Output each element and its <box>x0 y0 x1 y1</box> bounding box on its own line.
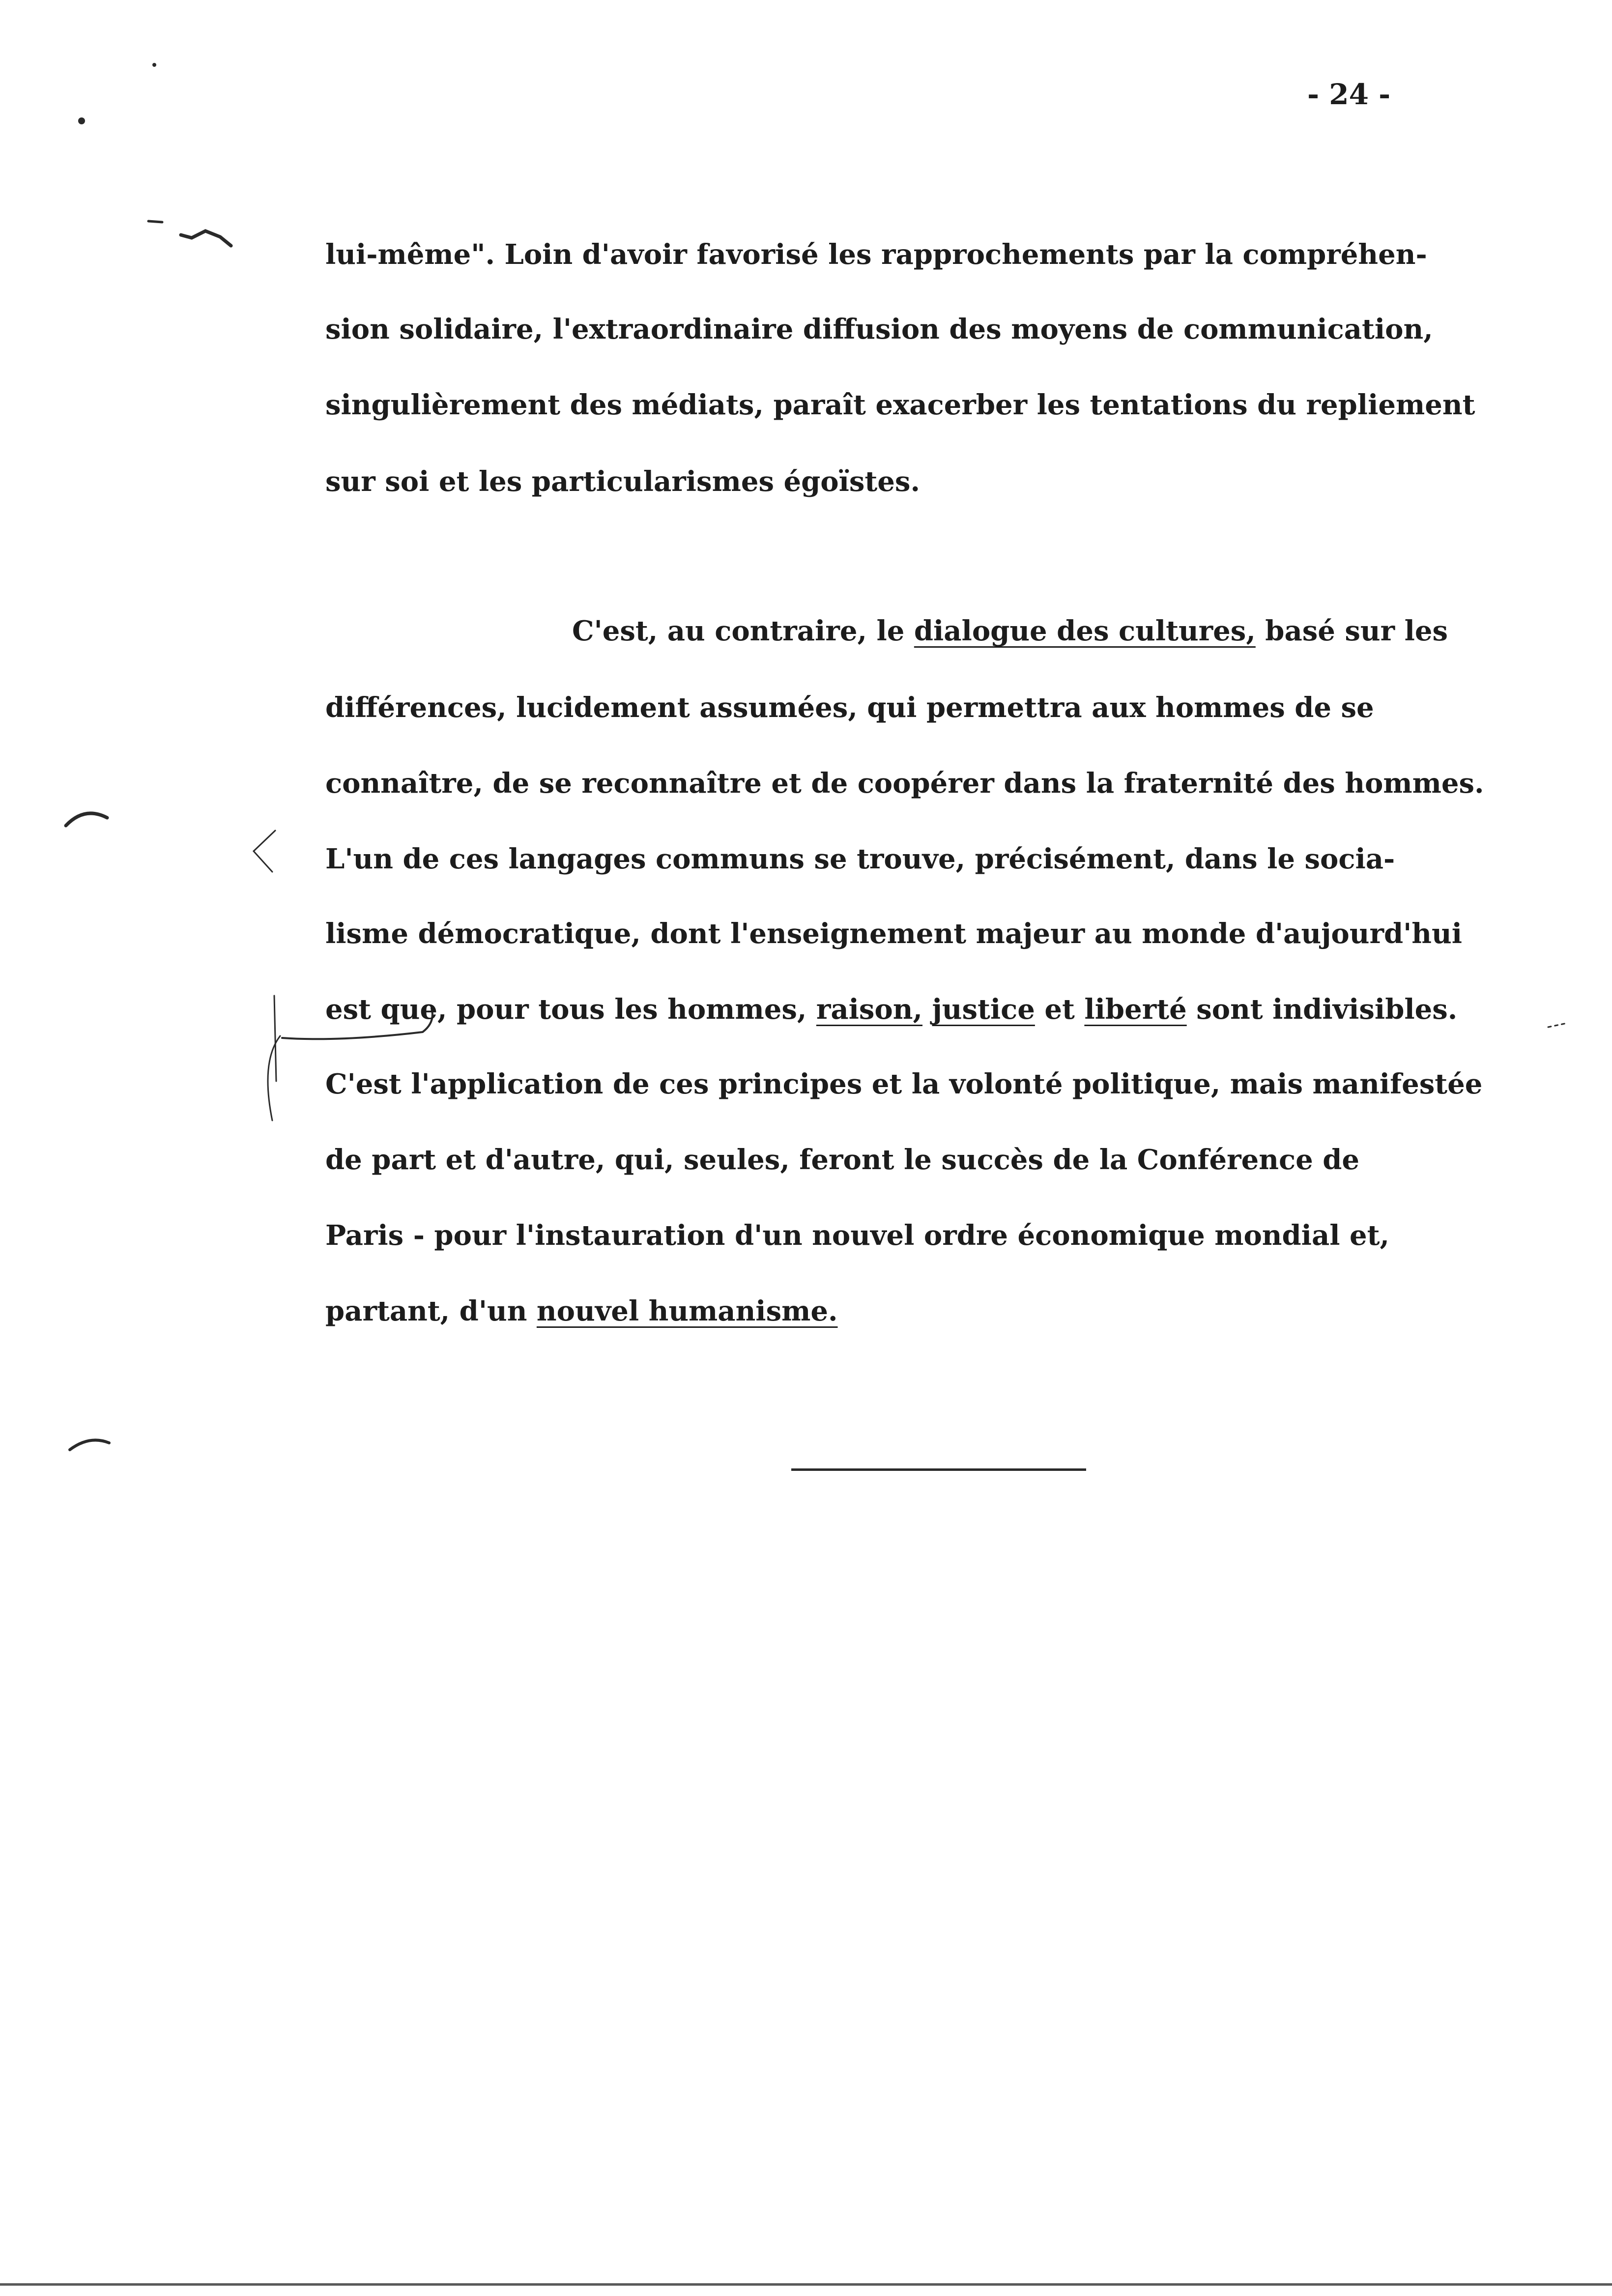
text-run: C'est, au contraire, le <box>572 615 914 647</box>
margin-bracket-mark <box>268 1036 280 1120</box>
page-number: - 24 - <box>1307 78 1391 111</box>
tick-mark <box>70 1440 109 1450</box>
paragraph-1-line-4: sur soi et les particularismes égoïstes. <box>325 465 920 498</box>
text-run: et <box>1035 993 1085 1026</box>
paragraph-2-line-8: de part et d'autre, qui, seules, feront le succès de la Conférence de <box>325 1144 1359 1176</box>
tick-mark <box>181 231 231 246</box>
text-run: sont indivisibles. <box>1186 993 1458 1026</box>
paragraph-2-line-5: lisme démocratique, dont l'enseignement majeur au monde d'aujourd'hui <box>325 918 1462 950</box>
text-run <box>922 993 932 1026</box>
paragraph-2-line-2: différences, lucidement assumées, qui permettra aux hommes de se <box>325 691 1374 724</box>
margin-bracket-mark <box>254 831 275 872</box>
paragraph-2-line-9: Paris - pour l'instauration d'un nouvel ordre économique mondial et, <box>325 1219 1389 1252</box>
underlined-word: liberté <box>1084 993 1187 1026</box>
paragraph-2-line-7: C'est l'application de ces principes et la volonté politique, mais manifestée <box>325 1068 1483 1100</box>
stray-dot-mark <box>78 117 85 124</box>
paragraph-2-line-4: L'un de ces langages communs se trouve, précisément, dans le socia- <box>325 843 1395 875</box>
stray-dash-mark <box>1548 1023 1567 1027</box>
underlined-word: justice <box>932 993 1035 1026</box>
tick-mark <box>148 221 162 222</box>
text-run: partant, d'un <box>325 1295 537 1327</box>
paragraph-1-line-3: singulièrement des médiats, paraît exacerber les tentations du repliement <box>325 389 1475 421</box>
paragraph-2-line-6 <box>325 990 1457 1029</box>
page-bottom-edge <box>0 2283 1612 2286</box>
text-run: basé sur les <box>1255 615 1448 647</box>
paragraph-1-line-2: sion solidaire, l'extraordinaire diffusion des moyens de communication, <box>325 313 1433 345</box>
closing-rule <box>791 1468 1086 1471</box>
stray-dot-mark <box>152 63 156 67</box>
text-run: est que, pour tous les hommes, <box>325 993 816 1026</box>
tick-mark <box>66 813 107 826</box>
margin-bracket-mark <box>274 996 276 1081</box>
paragraph-1-line-1: lui-même". Loin d'avoir favorisé les rapprochements par la compréhen- <box>325 238 1427 271</box>
paragraph-2-line-1 <box>572 611 1448 651</box>
underlined-phrase: dialogue des cultures, <box>914 615 1256 647</box>
paragraph-2-line-10 <box>325 1292 838 1331</box>
underlined-word: raison, <box>816 993 922 1026</box>
underlined-phrase: nouvel humanisme. <box>536 1295 838 1327</box>
paragraph-2-line-3: connaître, de se reconnaître et de coopérer dans la fraternité des hommes. <box>325 767 1484 800</box>
